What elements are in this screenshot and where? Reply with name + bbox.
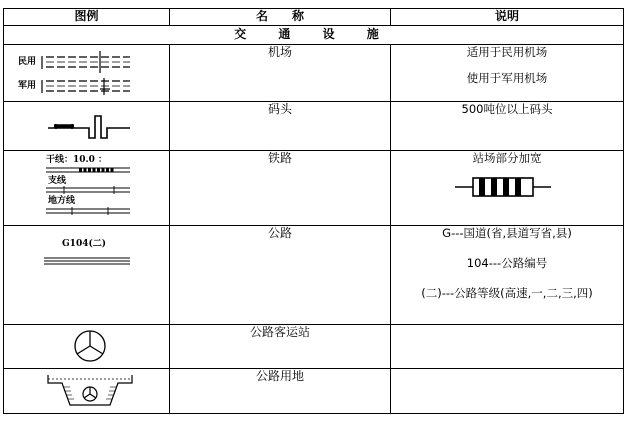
railway-symbol — [4, 151, 170, 226]
highway-name: 公路 — [170, 226, 391, 325]
bus-station-symbol — [4, 325, 170, 369]
pier-icon — [4, 102, 170, 150]
airport-military-label: 军用 — [18, 81, 37, 91]
highway-symbol — [4, 226, 170, 325]
bus-station-icon — [4, 325, 170, 368]
railway-main-label: 干线：10.0 ： — [46, 155, 108, 165]
header-symbol: 图例 — [4, 9, 170, 26]
header-row — [4, 9, 624, 26]
airport-description — [391, 45, 624, 102]
header-description: 说明 — [391, 9, 624, 26]
highway-code-label: G104(二) — [62, 239, 106, 249]
section-title: 交 通 设 施 — [4, 26, 624, 45]
airport-icon — [4, 45, 170, 101]
highway-icon — [4, 226, 170, 324]
highway-land-description — [391, 369, 624, 414]
highway-desc-number: 104---公路编号 — [466, 256, 548, 270]
bus-station-name: 公路客运站 — [170, 325, 391, 369]
header-name: 名 称 — [170, 9, 391, 26]
section-row — [4, 26, 624, 45]
table-row-highway-land — [4, 369, 624, 414]
table-row-highway — [4, 226, 624, 325]
airport-desc-civil: 适用于民用机场 — [466, 45, 548, 59]
highway-desc-grade: (二)---公路等级(高速,一,二,三,四) — [421, 286, 593, 300]
railway-branch-label: 支线 — [48, 176, 67, 186]
highway-desc-g: G---国道(省,县道写省,县) — [442, 226, 572, 240]
airport-name: 机场 — [170, 45, 391, 102]
pier-description — [391, 102, 624, 151]
pier-symbol — [4, 102, 170, 151]
pier-name: 码头 — [170, 102, 391, 151]
legend-table — [3, 8, 624, 414]
railway-desc-line: 站场部分加宽 — [472, 151, 542, 165]
highway-description — [391, 226, 624, 325]
railway-local-label: 地方线 — [48, 196, 76, 206]
railway-description — [391, 151, 624, 226]
highway-land-icon — [4, 369, 170, 413]
table-row-railway — [4, 151, 624, 226]
airport-symbol — [4, 45, 170, 102]
table-row-airport — [4, 45, 624, 102]
bus-station-description — [391, 325, 624, 369]
railway-name: 铁路 — [170, 151, 391, 226]
highway-land-symbol — [4, 369, 170, 414]
airport-civil-label: 民用 — [18, 57, 37, 67]
highway-land-name: 公路用地 — [170, 369, 391, 414]
railway-icon — [4, 151, 170, 225]
pier-desc-line: 500吨位以上码头 — [461, 102, 553, 116]
airport-desc-military: 使用于军用机场 — [466, 71, 548, 85]
station-widening-icon — [391, 165, 624, 205]
table-row-bus-station — [4, 325, 624, 369]
table-row-pier — [4, 102, 624, 151]
